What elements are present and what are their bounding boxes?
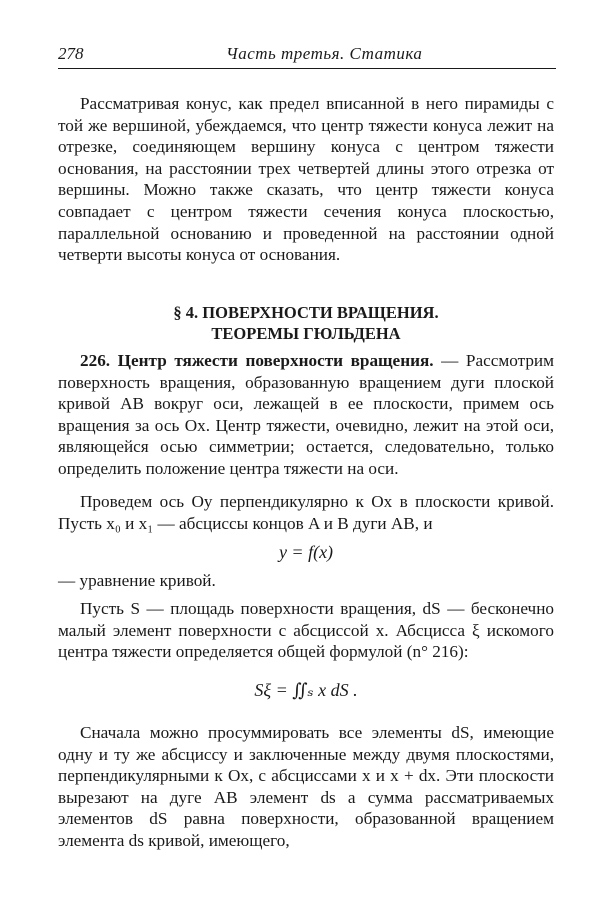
formula-1-caption: — уравнение кривой. xyxy=(58,571,216,590)
formula-curve-equation: y = f(x) xyxy=(278,542,334,562)
section-heading-line-1: § 4. ПОВЕРХНОСТИ ВРАЩЕНИЯ. xyxy=(173,303,439,322)
formula-center-of-mass: Sξ = ∬ₛ x dS . xyxy=(254,680,358,700)
page-header xyxy=(58,42,556,68)
subsection-title: 226. Центр тяжести поверхности вращения. xyxy=(80,351,434,370)
section-heading-line-2: ТЕОРЕМЫ ГЮЛЬДЕНА xyxy=(211,324,401,343)
page-number: 278 xyxy=(58,44,84,63)
subsection-paragraph xyxy=(58,350,554,480)
subsection-body: — Рассмотрим поверхность вращения, образованную вращением дуги плоской кривой AB вокруг оси, лежащей в ее плоскости, примем ось вращения за ось Ox. Центр тяжести, очевидно, лежит на этой оси, являющейся осью симметрии; остается, следовательно, только определить положение центра тяжести на оси. xyxy=(58,351,555,478)
header-rule xyxy=(58,68,556,69)
paragraph-4: Сначала можно просуммировать все элементы dS, имеющие одну и ту же абсциссу и заключенные между двумя плоскостями, перпендикулярными к Ox, с абсциссами x и x + dx. Эти плоскости вырезают на дуге AB элемент ds а сумма рассматриваемых элементов dS равна поверхности, образованной вращением элемента ds кривой, имеющего, xyxy=(58,723,554,850)
section-heading xyxy=(58,302,554,344)
running-title: Часть третья. Статика xyxy=(226,44,423,63)
paragraph-3: Пусть S — площадь поверхности вращения, dS — бесконечно малый элемент поверхности с абсциссой x. Абсцисса ξ искомого центра тяжести определяется общей формулой (n° 216): xyxy=(58,599,554,662)
intro-paragraph: Рассматривая конус, как предел вписанной в него пирамиды с той же вершиной, убеждаемся, что центр тяжести конуса лежит на отрезке, соединяющем вершину конуса с центром тяжести основания, на расстоянии трех четвертей длины этого отрезка от вершины. Можно также сказать, что центр тяжести конуса совпадает с центром тяжести сечения конуса плоскостью, параллельной основанию и проведенной на расстоянии одной четверти высоты конуса от основания. xyxy=(58,94,554,265)
paragraph-2: Проведем ось Oy перпендикулярно к Ox в плоскости кривой. Пусть x₀ и x₁ — абсциссы концов A и B дуги AB, и xyxy=(58,492,554,533)
